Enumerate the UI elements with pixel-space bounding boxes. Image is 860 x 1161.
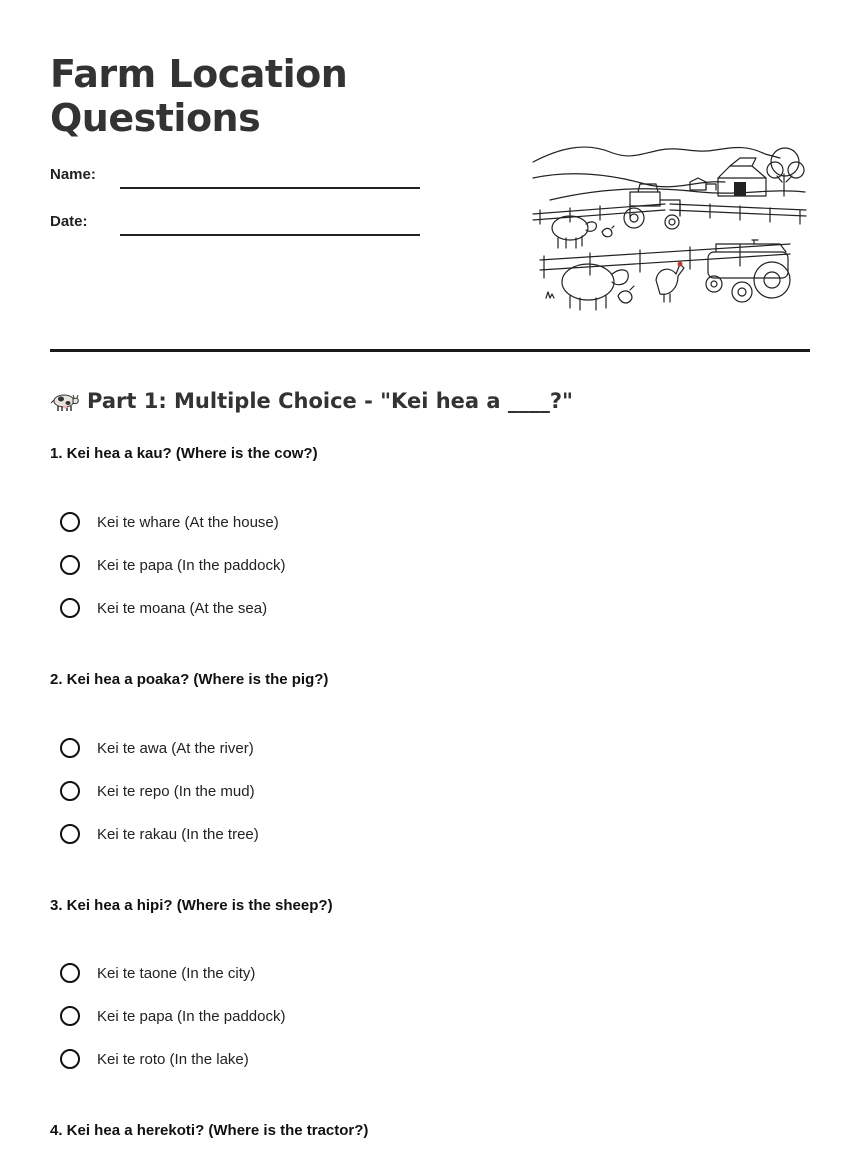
- option-label: Kei te roto (In the lake): [97, 1050, 249, 1068]
- question-3: 3. Kei hea a hipi? (Where is the sheep?): [50, 897, 333, 914]
- question-4: 4. Kei hea a herekoti? (Where is the tractor?): [50, 1122, 369, 1139]
- q1-option-2[interactable]: [60, 552, 285, 578]
- option-label: Kei te awa (At the river): [97, 739, 254, 757]
- option-label: Kei te whare (At the house): [97, 513, 279, 531]
- name-field[interactable]: [120, 187, 420, 189]
- cow-icon: [50, 389, 80, 413]
- date-field[interactable]: [120, 234, 420, 236]
- radio-button[interactable]: [60, 512, 80, 532]
- radio-button[interactable]: [60, 781, 80, 801]
- part1-title: Part 1: Multiple Choice - "Kei hea a ____?": [87, 389, 573, 413]
- q3-option-3[interactable]: [60, 1046, 249, 1072]
- q1-option-3[interactable]: [60, 595, 267, 621]
- date-label: Date:: [50, 213, 88, 230]
- option-label: Kei te rakau (In the tree): [97, 825, 259, 843]
- title-line-2: Questions: [50, 96, 261, 140]
- part1-heading: [50, 389, 573, 413]
- radio-button[interactable]: [60, 598, 80, 618]
- radio-button[interactable]: [60, 824, 80, 844]
- q2-option-1[interactable]: [60, 735, 254, 761]
- question-2: 2. Kei hea a poaka? (Where is the pig?): [50, 671, 329, 688]
- option-label: Kei te taone (In the city): [97, 964, 256, 982]
- radio-button[interactable]: [60, 963, 80, 983]
- radio-button[interactable]: [60, 1049, 80, 1069]
- option-label: Kei te papa (In the paddock): [97, 556, 286, 574]
- q2-option-3[interactable]: [60, 821, 259, 847]
- title-line-1: Farm Location: [50, 52, 348, 96]
- radio-button[interactable]: [60, 738, 80, 758]
- question-1: 1. Kei hea a kau? (Where is the cow?): [50, 445, 318, 462]
- page-title: [50, 52, 470, 140]
- q3-option-2[interactable]: [60, 1003, 285, 1029]
- name-label: Name:: [50, 166, 96, 183]
- radio-button[interactable]: [60, 1006, 80, 1026]
- q1-option-1[interactable]: [60, 509, 279, 535]
- option-label: Kei te moana (At the sea): [97, 599, 268, 617]
- q2-option-2[interactable]: [60, 778, 255, 804]
- option-label: Kei te papa (In the paddock): [97, 1007, 286, 1025]
- q3-option-1[interactable]: [60, 960, 255, 986]
- option-label: Kei te repo (In the mud): [97, 782, 255, 800]
- radio-button[interactable]: [60, 555, 80, 575]
- header-divider: [50, 349, 810, 352]
- farm-scene-illustration: [530, 140, 812, 312]
